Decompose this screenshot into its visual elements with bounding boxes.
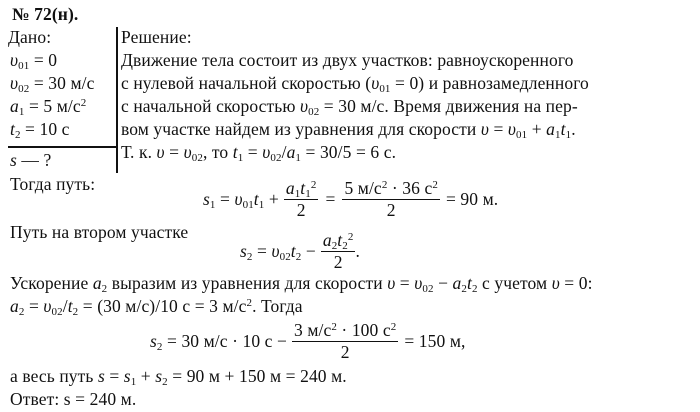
path2-den: 2: [333, 252, 343, 272]
given-v02: [10, 73, 94, 94]
given-a1: [10, 96, 86, 117]
given-t2: [10, 119, 70, 140]
given-v02-sub: 02: [18, 83, 30, 95]
given-a1-sup: 2: [80, 97, 87, 109]
accel-line2: $a_2 = \upsilon_{02}/t_2 = (30$ м/с)/10 с = 3 $м/с^2$. Тогда: [10, 296, 303, 318]
given-v02-sym: υ: [10, 73, 19, 93]
given-find: s — ?: [10, 150, 52, 170]
path2calc-den: 2: [340, 342, 350, 362]
problem-number: № 72(н).: [12, 4, 79, 24]
path1-fraction: $\frac{a_1t_1^2}{2}$: [285, 178, 317, 220]
path2-formula: $s_2 = \upsilon_{02}t_2$ − $\frac{a_2t_2^2}{2}$ .: [240, 230, 360, 272]
solution-label: Решение:: [121, 27, 192, 47]
given-t2-sub: 2: [14, 129, 21, 141]
total-line: а весь путь $s = s_1 + s_2 = 90$ м + 150 м = 240 м.: [10, 366, 347, 388]
given-t2-sym: t: [10, 119, 15, 139]
given-a1-sub: 1: [18, 106, 25, 118]
given-divider: [8, 146, 116, 148]
given-v01-val: = 0: [29, 50, 58, 70]
path1-den: 2: [296, 200, 306, 220]
path2-fraction: $\frac{a_2t_2^2}{2}$: [322, 230, 354, 272]
path1-result: = 90 м.: [445, 189, 499, 209]
path2calc-formula: $s_2 = 30$ м/с · 10 с − $\frac{3 м/с^2 \cdot 100 с^2}{2}$ = 150 м,: [150, 320, 466, 362]
given-label: Дано:: [8, 27, 52, 47]
accel-line1: Ускорение $a_2$ выразим из уравнения для скорости $\upsilon = \upsilon_{02} - a_2t_2$ с учетом υ = 0:: [10, 273, 593, 295]
path2-end: .: [355, 241, 360, 261]
path1-intro: Тогда путь:: [10, 174, 96, 194]
given-v01: [10, 50, 57, 71]
path2calc-result: = 150 м,: [404, 331, 466, 351]
given-v01-sym: υ: [10, 50, 19, 70]
path1-fraction2: $\frac{5 м/с^2 \cdot 36 с^2}{2}$: [344, 178, 438, 220]
path2-intro: Путь на втором участке: [10, 222, 189, 242]
path1-formula: $s_1 = \upsilon_{01}t_1$ + $\frac{a_1t_1^2}{2}$ = $\frac{5 м/с^2 \cdot 36 с^2}{2}$ = 90 м.: [203, 178, 499, 220]
given-a1-val: = 5 м/с: [24, 96, 81, 116]
given-v01-sub: 01: [18, 60, 30, 72]
given-t2-val: = 10 с: [20, 119, 70, 139]
path1-eq: =: [325, 189, 336, 209]
solution-line4: вом участке найдем из уравнения для скорости $\upsilon = \upsilon_{01} + a_1t_1$.: [121, 119, 576, 141]
given-v02-val: = 30 м/с: [29, 73, 95, 93]
solution-line3: с начальной скоростью $\upsilon_{02} = 30$ м/с. Время движения на пер-: [121, 96, 578, 118]
answer-line: Ответ: s = 240 м.: [10, 389, 137, 409]
path1-den2: 2: [386, 200, 396, 220]
solution-line2: с нулевой начальной скоростью $(\upsilon_{01} = 0)$ и равнозамедленного: [121, 73, 589, 95]
given-vertical-divider: [116, 27, 118, 173]
solution-line5: Т. к. $\upsilon = \upsilon_{02}$, то $t_1 = \upsilon_{02}/a_1 = 30/5 = 6$ с.: [121, 142, 397, 164]
solution-line1: Движение тела состоит из двух участков: равноускоренного: [121, 50, 574, 70]
given-a1-sym: a: [10, 96, 19, 116]
path2calc-fraction: $\frac{3 м/с^2 \cdot 100 с^2}{2}$: [294, 320, 397, 362]
